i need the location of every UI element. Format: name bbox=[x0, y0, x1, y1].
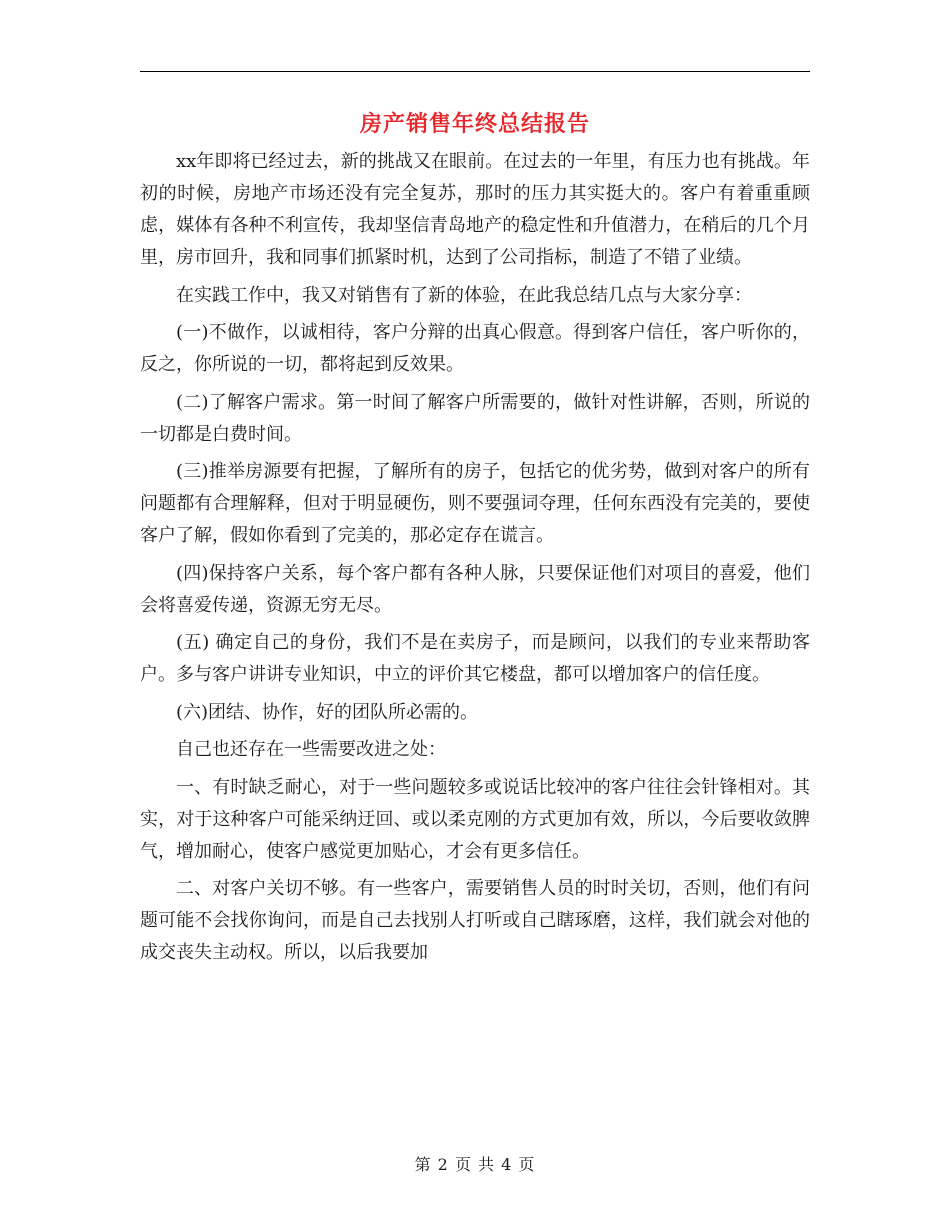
paragraph-experience: 在实践工作中，我又对销售有了新的体验，在此我总结几点与大家分享： bbox=[176, 284, 752, 306]
header-rule bbox=[140, 71, 810, 72]
paragraph-improvement-intro: 自己也还存在一些需要改进之处： bbox=[176, 739, 446, 760]
paragraph-point-2: (二)了解客户需求。第一时间了解客户所需要的，做针对性讲解，否则，所说的一切都是白费时间。 bbox=[140, 391, 810, 445]
paragraph-point-5: (五) 确定自己的身份，我们不是在卖房子，而是顾问，以我们的专业来帮助客户。多与客户讲讲专业知识，中立的评价其它楼盘，都可以增加客户的信任度。 bbox=[140, 632, 810, 685]
paragraph-point-1: (一)不做作，以诚相待，客户分辩的出真心假意。得到客户信任，客户听你的，反之，你所说的一切，都将起到反效果。 bbox=[140, 322, 810, 375]
paragraph-point-3: (三)推举房源要有把握，了解所有的房子，包括它的优劣势，做到对客户的所有问题都有合理解释，但对于明显硬伤，则不要强词夺理，任何东西没有完美的，要使客户了解，假如你看到了完美的，那必定存在谎言。 bbox=[140, 461, 810, 546]
paragraph-improvement-1: 一、有时缺乏耐心，对于一些问题较多或说话比较冲的客户往往会针锋相对。其实，对于这种客户可能采纳迂回、或以柔克刚的方式更加有效，所以，今后要收敛脾气，增加耐心，使客户感觉更加贴心，才会有更多信任。 bbox=[140, 776, 810, 862]
paragraph-improvement-2: 二、对客户关切不够。有一些客户，需要销售人员的时时关切，否则，他们有问题可能不会找你询问，而是自己去找别人打听或自己瞎琢磨，这样，我们就会对他的成交丧失主动权。所以，以后我要加 bbox=[140, 878, 810, 963]
document-body bbox=[140, 146, 810, 975]
page-number: 第 2 页 共 4 页 bbox=[414, 1155, 536, 1174]
document-title: 房产销售年终总结报告 bbox=[359, 111, 590, 137]
paragraph-intro: xx年即将已经过去，新的挑战又在眼前。在过去的一年里，有压力也有挑战。年初的时候，房地产市场还没有完全复苏，那时的压力其实挺大的。客户有着重重顾虑，媒体有各种不利宣传，我却坚信青岛地产的稳定性和升值潜力，在稍后的几个月里，房市回升，我和同事们抓紧时机，达到了公司指标，制造了不错了业绩。 bbox=[140, 151, 810, 268]
paragraph-point-6: (六)团结、协作，好的团队所必需的。 bbox=[176, 701, 479, 723]
paragraph-point-4: (四)保持客户关系，每个客户都有各种人脉，只要保证他们对项目的喜爱，他们会将喜爱传递，资源无穷无尽。 bbox=[140, 562, 810, 616]
